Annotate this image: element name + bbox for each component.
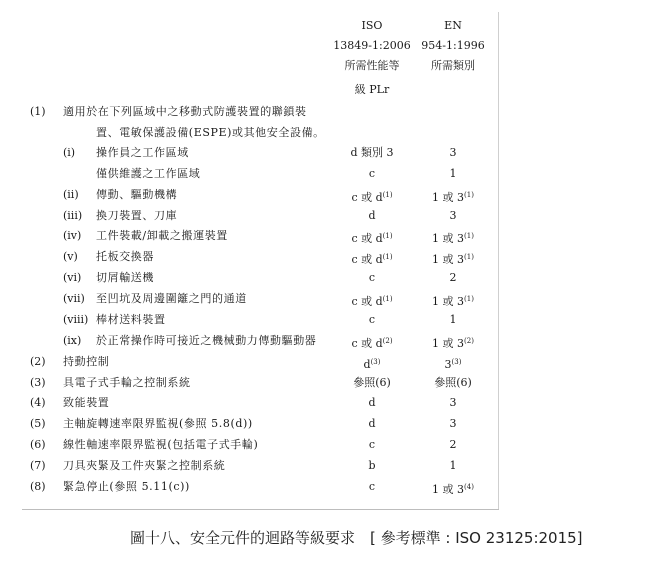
table-row [0, 247, 660, 267]
iso-value [327, 206, 417, 226]
en-value [408, 456, 498, 476]
en-value [408, 226, 498, 249]
en-value [408, 331, 498, 354]
en-value [408, 268, 498, 288]
table-row [0, 226, 660, 246]
row-number: (2) [30, 355, 46, 368]
en-value [408, 435, 498, 455]
en-value-text: 3 [449, 146, 457, 159]
iso-value-text: d 類別 3 [350, 146, 394, 159]
en-value [408, 206, 498, 226]
iso-value [327, 310, 417, 330]
en-value-text: 1 或 3 [432, 253, 465, 266]
row-description: 操作員之工作區域 [96, 146, 189, 159]
en-value [408, 164, 498, 184]
row-description: 刀具夾緊及工件夾緊之控制系統 [63, 459, 226, 472]
en-value [408, 414, 498, 434]
en-value [408, 185, 498, 208]
iso-value-text: b [368, 459, 376, 472]
row-number: (4) [30, 396, 46, 409]
en-value-text: 3 [449, 209, 457, 222]
iso-value [327, 143, 417, 163]
iso-value-text: 參照(6) [353, 376, 391, 389]
iso-value-text: c 或 d [351, 232, 383, 245]
table-row [0, 393, 660, 413]
en-value-text: 1 或 3 [432, 295, 465, 308]
header-en-line3: 所需類別 [431, 59, 475, 72]
en-value-text: 2 [449, 271, 457, 284]
table-row [0, 414, 660, 434]
row-subnumber: (ix) [63, 334, 82, 347]
table-row [0, 352, 660, 372]
row-subnumber: (ii) [63, 188, 79, 201]
iso-value-footnote: (2) [382, 337, 393, 345]
en-value [408, 247, 498, 270]
iso-value-footnote: (1) [382, 295, 393, 303]
row-description: 托板交換器 [96, 250, 154, 263]
en-value-footnote: (1) [464, 191, 474, 199]
table-row [0, 477, 660, 497]
en-value [408, 143, 498, 163]
iso-value [327, 393, 417, 413]
row-subnumber: (v) [63, 250, 78, 263]
table-row [0, 289, 660, 309]
row-description: 持動控制 [63, 355, 110, 368]
iso-value-text: c 或 d [351, 295, 383, 308]
iso-value-text: c [368, 271, 376, 284]
table-row [0, 456, 660, 476]
iso-value [327, 247, 417, 270]
table-row [0, 435, 660, 455]
iso-value-footnote: (1) [382, 253, 393, 261]
iso-value-text: d [368, 396, 376, 409]
row-subnumber: (iii) [63, 209, 83, 222]
en-value-footnote: (1) [464, 232, 474, 240]
en-value-text: 參照(6) [434, 376, 472, 389]
row-number: (7) [30, 459, 46, 472]
en-value-footnote: (1) [464, 253, 474, 261]
iso-value [327, 456, 417, 476]
iso-value [327, 268, 417, 288]
header-en-line1: EN [444, 19, 462, 32]
row-description: 線性軸速率限界監視(包括電子式手輪) [63, 438, 259, 451]
table-row [0, 268, 660, 288]
en-value [408, 352, 498, 375]
iso-value [327, 435, 417, 455]
en-value-footnote: (1) [464, 295, 474, 303]
row-description: 至凹坑及周邊圍籬之門的通道 [96, 292, 247, 305]
iso-value [327, 331, 417, 354]
en-value-footnote: (3) [451, 358, 462, 366]
iso-value-text: d [363, 358, 371, 371]
header-iso-line4 [327, 80, 417, 100]
table-row [0, 164, 660, 184]
row-description: 置、電敏保護設備(ESPE)或其他安全設備。 [96, 126, 325, 139]
row-description: 僅供維護之工作區域 [96, 167, 201, 180]
figure-caption: 圖十八、安全元件的迴路等級要求 [ 參考標準 : ISO 23125:2015] [130, 529, 583, 547]
en-value-text: 3 [444, 358, 452, 371]
en-value [408, 373, 498, 393]
iso-value-text: c 或 d [351, 253, 383, 266]
row-description: 致能裝置 [63, 396, 110, 409]
iso-value [327, 352, 417, 375]
iso-value-text: c [368, 438, 376, 451]
table-row [0, 102, 660, 122]
row-description: 棒材送料裝置 [96, 313, 166, 326]
row-description: 適用於在下列區域中之移動式防護裝置的聯鎖裝 [63, 105, 307, 118]
row-description: 於正常操作時可接近之機械動力傳動驅動器 [96, 334, 317, 347]
en-value-text: 1 [449, 459, 457, 472]
iso-value [327, 164, 417, 184]
iso-value-text: d [368, 417, 376, 430]
iso-value-text: c [368, 167, 376, 180]
iso-value [327, 373, 417, 393]
row-subnumber: (viii) [63, 313, 89, 326]
en-value-text: 1 或 3 [432, 337, 465, 350]
en-value-text: 3 [449, 396, 457, 409]
iso-value [327, 477, 417, 497]
row-subnumber: (i) [63, 146, 76, 159]
iso-value [327, 414, 417, 434]
en-value [408, 310, 498, 330]
row-description: 換刀裝置、刀庫 [96, 209, 178, 222]
iso-value-text: c [368, 480, 376, 493]
iso-value [327, 185, 417, 208]
row-description: 工件裝載/卸載之搬運裝置 [96, 229, 228, 242]
header-en-line2: 954-1:1996 [421, 39, 485, 52]
row-description: 切屑輸送機 [96, 271, 154, 284]
iso-value-footnote: (1) [382, 232, 393, 240]
table-row [0, 206, 660, 226]
en-value [408, 393, 498, 413]
en-value [408, 289, 498, 312]
iso-value-footnote: (3) [370, 358, 381, 366]
row-description: 主軸旋轉速率限界監視(參照 5.8(d)) [63, 417, 253, 430]
row-number: (5) [30, 417, 46, 430]
en-value-text: 1 [449, 167, 457, 180]
iso-value [327, 289, 417, 312]
header-iso-line1: ISO [361, 19, 383, 32]
table-row [0, 331, 660, 351]
header-iso-line4-text: 級 PLr [354, 83, 390, 96]
en-value-text: 3 [449, 417, 457, 430]
row-description: 傳動、驅動機構 [96, 188, 178, 201]
header-iso-line2: 13849-1:2006 [333, 39, 411, 52]
en-value-text: 1 或 3 [432, 232, 465, 245]
table-row [0, 373, 660, 393]
row-subnumber: (iv) [63, 229, 82, 242]
en-value-text: 1 [449, 313, 457, 326]
iso-value-footnote: (1) [382, 191, 393, 199]
row-subnumber: (vii) [63, 292, 85, 305]
table-bottom-border [22, 509, 499, 510]
en-value-text: 1 或 3 [432, 483, 465, 496]
row-number: (1) [30, 105, 46, 118]
row-description: 具電子式手輪之控制系統 [63, 376, 191, 389]
row-number: (8) [30, 480, 46, 493]
iso-value-text: c 或 d [351, 337, 383, 350]
en-value [408, 477, 498, 500]
row-number: (3) [30, 376, 46, 389]
row-description: 緊急停止(參照 5.11(c)) [63, 480, 190, 493]
iso-value [327, 226, 417, 249]
table-row [0, 123, 660, 143]
iso-value-text: d [368, 209, 376, 222]
table-row [0, 143, 660, 163]
row-subnumber: (vi) [63, 271, 82, 284]
en-value-footnote: (4) [464, 483, 474, 491]
iso-value-text: c [368, 313, 376, 326]
table-row [0, 185, 660, 205]
row-number: (6) [30, 438, 46, 451]
header-iso-line3: 所需性能等 [344, 59, 400, 72]
en-value-text: 2 [449, 438, 457, 451]
en-value-footnote: (2) [464, 337, 474, 345]
table-row [0, 310, 660, 330]
iso-value-text: c 或 d [351, 191, 383, 204]
en-value-text: 1 或 3 [432, 191, 465, 204]
